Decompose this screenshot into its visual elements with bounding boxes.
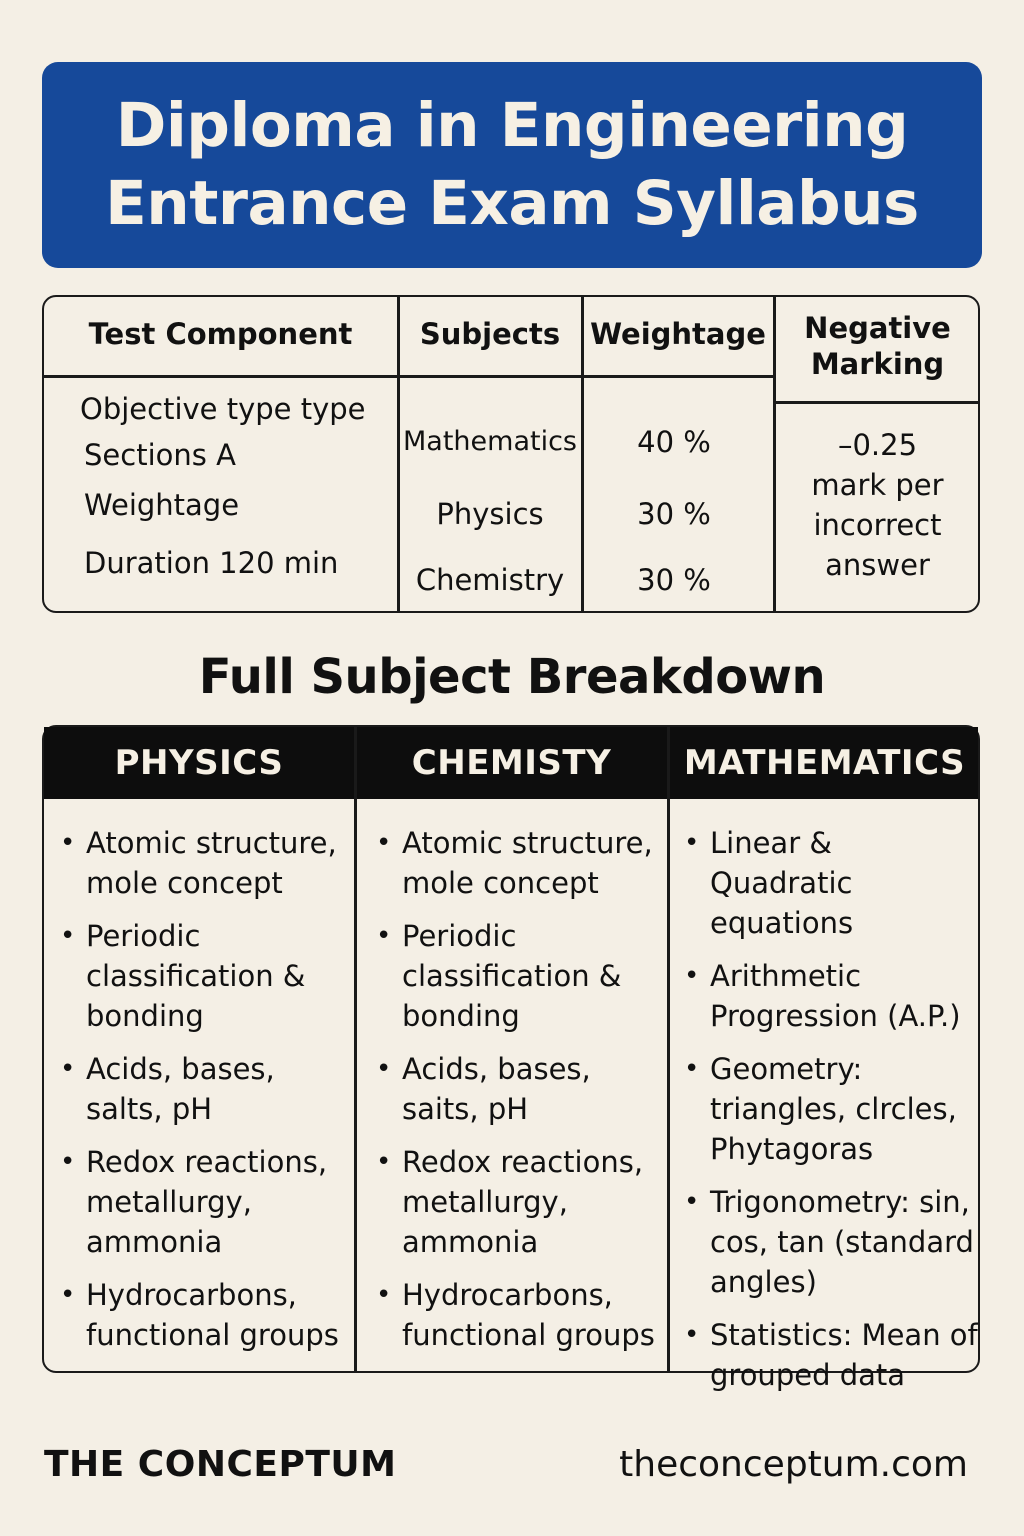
overview-table [42,295,980,613]
title-banner [42,62,982,268]
overview-header-rule [44,375,775,378]
list-item: • Linear & Quadratic equations [672,823,978,943]
subject-physics: Physics [436,497,544,531]
list-item: • Hydrocarbons, functional groups [364,1275,660,1355]
test-component-line: Sections A [84,438,236,472]
weightage-mathematics: 40 % [637,425,711,459]
subject-mathematics: Mathematics [403,426,577,457]
negative-marking-line: answer [825,548,930,582]
subject-chemistry: Chemistry [415,563,565,597]
website-link[interactable]: theconceptum.com [619,1444,968,1485]
list-item: • Atomic structure, mole concept [364,823,660,903]
breakdown-divider [667,727,670,1371]
test-component-line: Weightage [84,488,240,522]
list-item: • Statistics: Mean of grouped data [672,1315,978,1395]
list-item: • Redox reactions, metallurgy, ammonia [48,1142,350,1262]
physics-topic-list [48,823,350,1368]
weightage-chemistry: 30 % [637,563,711,597]
header-test-component: Test Component [88,317,353,351]
column-title-physics: PHYSICS [114,743,284,783]
mathematics-topic-list [672,823,978,1408]
list-item: • Hydrocarbons, functional groups [48,1275,350,1355]
page-title-line-2: Entrance Exam Syllabus [105,168,919,239]
test-component-line: Objective type type [80,392,366,426]
column-title-mathematics: MATHEMATICS [683,743,966,783]
list-item: • Acids, bases, salts, pH [48,1049,350,1129]
header-subjects: Subjects [419,317,561,351]
negative-marking-line: –0.25 [837,428,918,462]
breakdown-heading: Full Subject Breakdown [198,649,826,705]
list-item: • Atomic structure, mole concept [48,823,350,903]
list-item: • Acids, bases, saits, pH [364,1049,660,1129]
subject-breakdown-table [42,725,980,1392]
list-item: • Periodic classification & bonding [48,916,350,1036]
header-weightage: Weightage [590,317,766,351]
negative-marking-line: mark per [811,468,944,502]
column-title-chemistry: CHEMISTY [411,743,612,783]
header-negative-marking-line-2: Marking [810,347,945,381]
weightage-physics: 30 % [637,497,711,531]
overview-header-rule [773,401,978,404]
page-title-line-1: Diploma in Engineering [115,90,909,161]
negative-marking-line: incorrect [813,508,942,542]
list-item: • Redox reactions, metallurgy, ammonia [364,1142,660,1262]
header-negative-marking-line-1: Negative [804,311,951,345]
brand-name: THE CONCEPTUM [44,1444,397,1485]
list-item: • Periodic classification & bonding [364,916,660,1036]
list-item: • Geometry: triangles, clrcles, Phytagoras [672,1049,978,1169]
list-item: • Trigonometry: sin, cos, tan (standard angles) [672,1182,978,1302]
breakdown-divider [354,727,357,1371]
chemistry-topic-list [364,823,660,1368]
list-item: • Arithmetic Progression (A.P.) [672,956,978,1036]
test-component-line: Duration 120 min [84,546,339,580]
